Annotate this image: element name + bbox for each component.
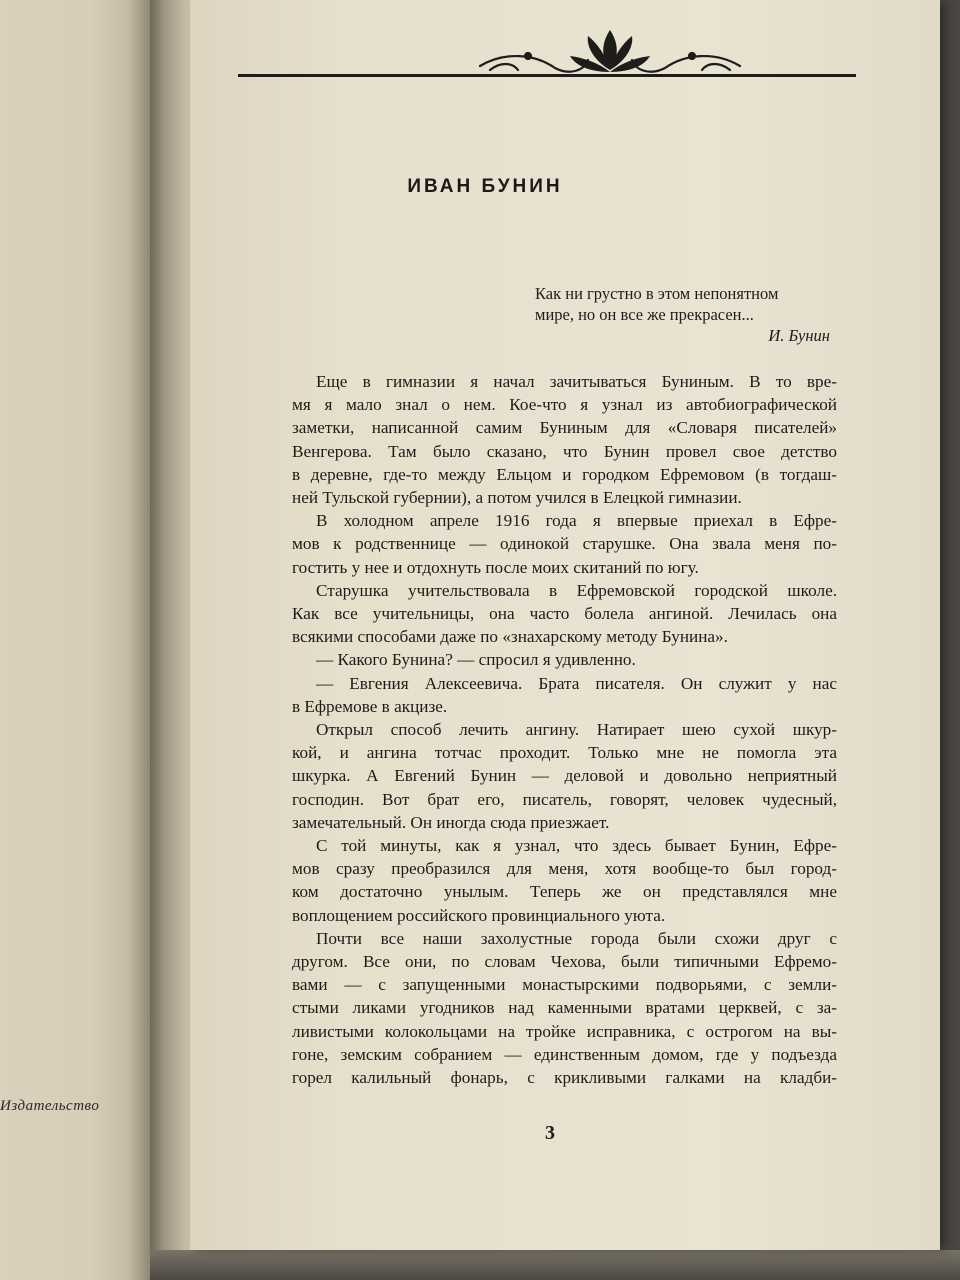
epigraph-line: Как ни грустно в этом непонятном	[535, 284, 779, 303]
text-line: Как все учительницы, она часто болела ангиной. Лечилась она	[292, 604, 837, 624]
header-rule	[238, 74, 856, 77]
left-page	[0, 0, 150, 1280]
text-line: мя я мало знал о нем. Кое-что я узнал из автобиографической	[292, 395, 837, 415]
book-gutter	[150, 0, 190, 1280]
text-line: В холодном апреле 1916 года я впервые приехал в Ефре-	[316, 511, 837, 531]
text-line: стыми ликами угодников над каменными вратами церквей, с за-	[292, 998, 837, 1018]
text-line: вами — с запущенными монастырскими подворьями, с земли-	[292, 975, 837, 995]
text-line: ней Тульской губернии), а потом учился в Елецкой гимназии.	[292, 488, 742, 508]
floral-ornament-icon	[460, 26, 760, 78]
text-line: господин. Вот брат его, писатель, говорят, человек чудесный,	[292, 789, 837, 809]
epigraph-author: И. Бунин	[768, 326, 830, 345]
chapter-title: ИВАН БУНИН	[407, 176, 563, 197]
text-line: в деревне, где-то между Ельцом и городком Ефремовом (в тогдаш-	[292, 464, 837, 484]
text-line: Открыл способ лечить ангину. Натирает шею сухой шкур-	[316, 720, 837, 740]
text-line: мов сразу преобразился для меня, хотя вообще-то был город-	[292, 859, 837, 879]
text-line: Венгерова. Там было сказано, что Бунин провел свое детство	[292, 441, 837, 461]
text-line: заметки, написанной самим Буниным для «Словаря писателей»	[292, 418, 837, 438]
right-page	[190, 0, 940, 1250]
text-line: всякими способами даже по «знахарскому методу Бунина».	[292, 627, 728, 647]
text-line: горел калильный фонарь, с крикливыми галками на кладби-	[292, 1068, 837, 1088]
text-line: гостить у нее и отдохнуть после моих скитаний по югу.	[292, 557, 699, 577]
text-line: в Ефремове в акцизе.	[292, 696, 448, 716]
left-page-imprint: Издательство	[0, 1098, 100, 1114]
text-line: кой, и ангина тотчас проходит. Только мне не помогла эта	[292, 743, 837, 763]
text-line: воплощением российского провинциального уюта.	[292, 905, 666, 925]
text-line: Еще в гимназии я начал зачитываться Буниным. В то вре-	[316, 372, 837, 391]
page-number: 3	[545, 1122, 555, 1144]
epigraph-line: мире, но он все же прекрасен...	[535, 305, 754, 324]
text-line: мов к родственнице — одинокой старушке. Она звала меня по-	[292, 534, 837, 554]
text-line: — Какого Бунина? — спросил я удивленно.	[316, 650, 636, 670]
epigraph	[535, 283, 830, 346]
text-line: ком достаточно унылым. Теперь же он представлялся мне	[292, 882, 837, 902]
text-line: другом. Все они, по словам Чехова, были типичными Ефремо-	[292, 952, 837, 972]
text-line: Старушка учительствовала в Ефремовской городской школе.	[316, 580, 837, 600]
text-line: гоне, земским собранием — единственным домом, где у подъезда	[292, 1044, 837, 1064]
text-line: С той минуты, как я узнал, что здесь бывает Бунин, Ефре-	[316, 836, 837, 856]
page-shadow	[150, 1250, 960, 1280]
text-line: Почти все наши захолустные города были схожи друг с	[316, 928, 837, 948]
text-line: замечательный. Он иногда сюда приезжает.	[292, 812, 610, 832]
text-line: ливистыми колокольцами на тройке исправника, с острогом на вы-	[292, 1021, 837, 1041]
text-line: — Евгения Алексеевича. Брата писателя. Он служит у нас	[316, 673, 837, 693]
text-line: шкурка. А Евгений Бунин — деловой и довольно неприятный	[292, 766, 837, 786]
body-text	[292, 370, 837, 1089]
